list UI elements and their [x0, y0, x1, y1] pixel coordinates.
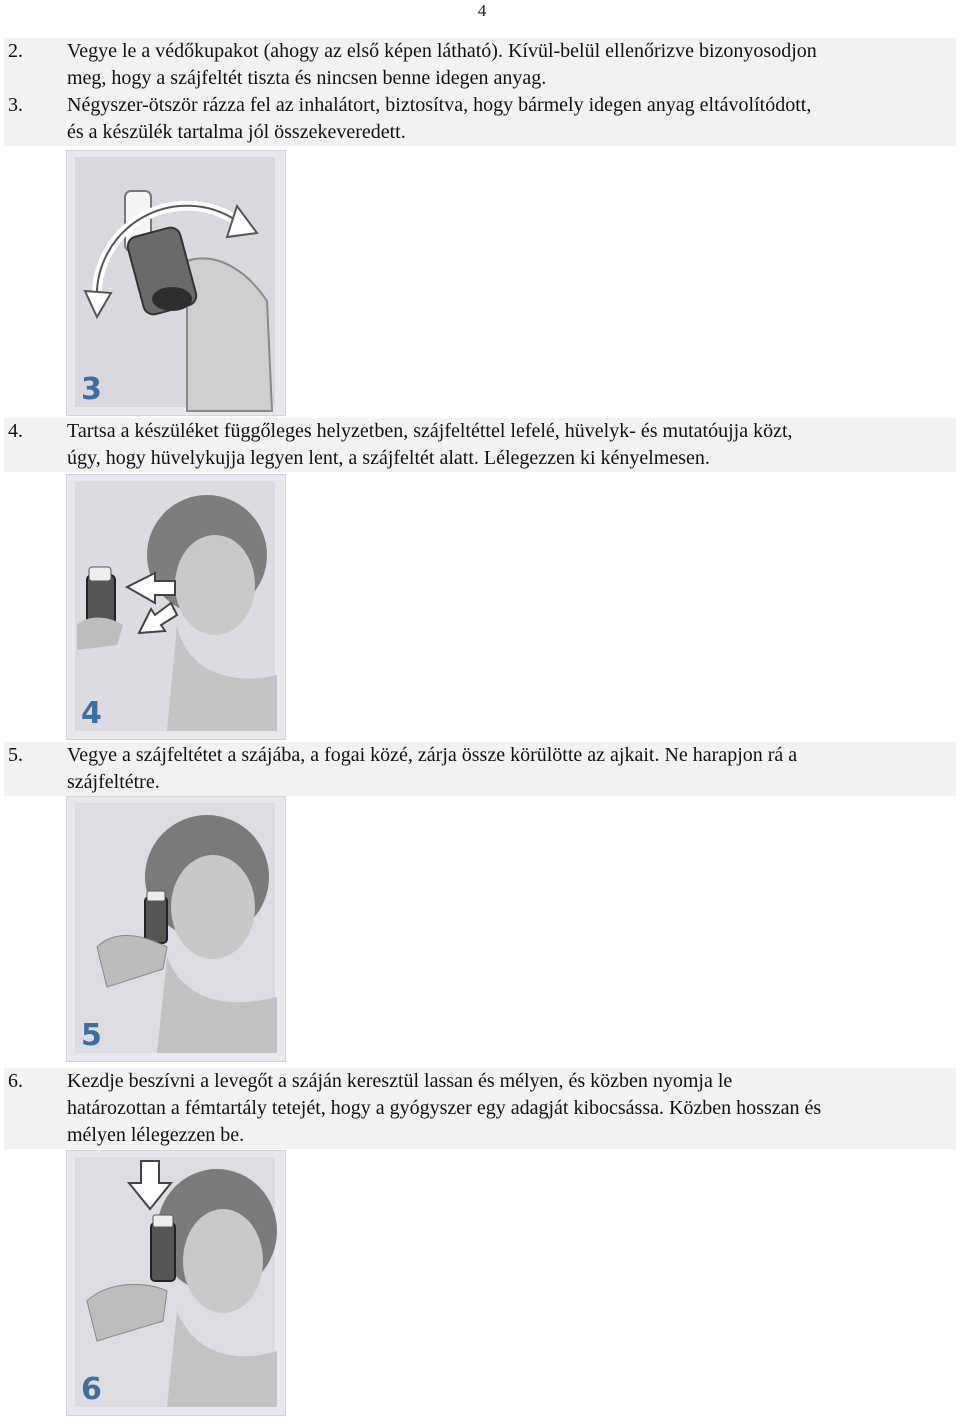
- step-line: meg, hogy a szájfeltét tiszta és nincsen benne idegen anyag.: [67, 67, 547, 89]
- step-number: 6.: [8, 1070, 23, 1092]
- figure-4-exhale: [66, 474, 286, 740]
- step-line: és a készülék tartalma jól összekeveredett.: [67, 121, 406, 143]
- step-line: mélyen lélegezzen be.: [67, 1124, 245, 1146]
- step-line: szájfeltétre.: [67, 771, 160, 793]
- figure-5-mouthpiece: [66, 796, 286, 1062]
- instruction-step-4: [4, 418, 956, 472]
- step-number: 4.: [8, 420, 23, 442]
- page-number: 4: [477, 1, 487, 20]
- figure-label: 3: [81, 372, 102, 407]
- step-line: Vegye le a védőkupakot (ahogy az első képen látható). Kívül-belül ellenőrizve bizonyosodjon: [67, 40, 817, 62]
- figure-label: 5: [81, 1018, 102, 1053]
- figure-6-inhale-press: [66, 1150, 286, 1416]
- step-line: Vegye a szájfeltétet a szájába, a fogai közé, zárja össze körülötte az ajkait. Ne harapjon rá a: [67, 744, 798, 766]
- instruction-step-5: [4, 742, 956, 796]
- step-line: Négyszer-ötször rázza fel az inhalátort, biztosítva, hogy bármely idegen anyag eltávolítódott,: [67, 94, 812, 116]
- instruction-step-6: [4, 1068, 956, 1149]
- step-line: úgy, hogy hüvelykujja legyen lent, a szájfeltét alatt. Lélegezzen ki kényelmesen.: [67, 447, 710, 469]
- step-number: 5.: [8, 744, 23, 766]
- step-number: 3.: [8, 94, 23, 116]
- step-line: határozottan a fémtartály tetejét, hogy a gyógyszer egy adagját kibocsássa. Közben hosszan és: [67, 1097, 822, 1119]
- instruction-step-2: [4, 38, 956, 92]
- figure-label: 6: [81, 1372, 102, 1407]
- figure-label: 4: [81, 696, 102, 731]
- step-line: Tartsa a készüléket függőleges helyzetben, szájfeltéttel lefelé, hüvelyk- és mutatóujja közt,: [67, 420, 793, 442]
- step-number: 2.: [8, 40, 23, 62]
- step-line: Kezdje beszívni a levegőt a száján keresztül lassan és mélyen, és közben nyomja le: [67, 1070, 733, 1092]
- instruction-step-3: [4, 92, 956, 146]
- figure-3-shake-inhaler: [66, 150, 286, 416]
